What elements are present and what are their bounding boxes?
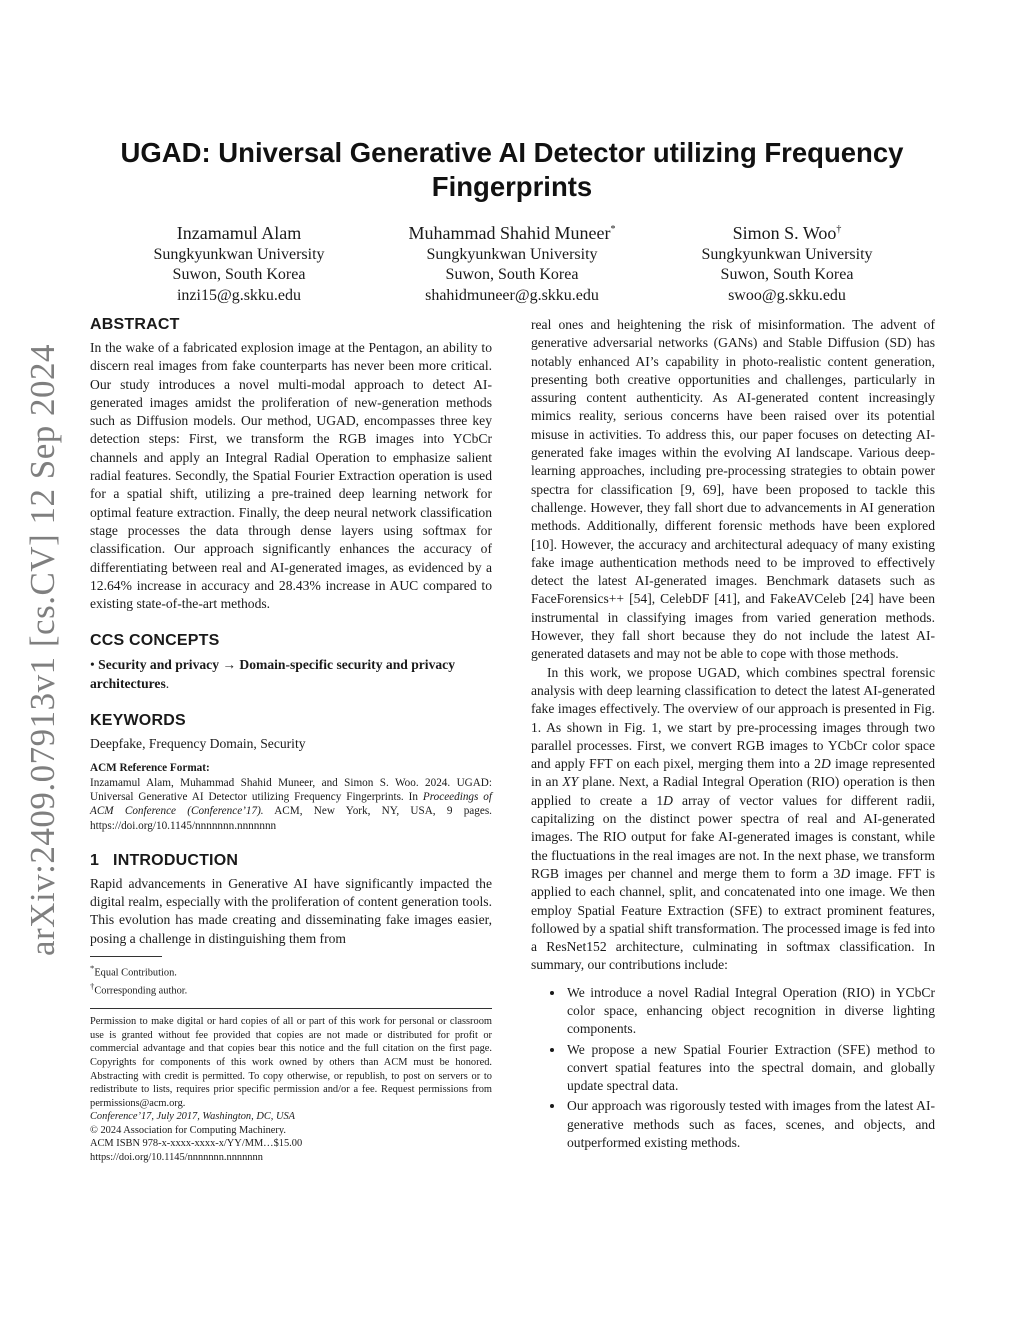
intro-paragraph: Rapid advancements in Generative AI have significantly impacted the digital realm, especially with the proliferation of content generation tools. This evolution has made creating and disseminating fake images easier, posing a challenge in distinguishing them from [90, 875, 492, 946]
paper-title: UGAD: Universal Generative AI Detector utilizing Frequency Fingerprints [120, 137, 904, 202]
author-affiliation: Sungkyunkwan University [701, 246, 873, 263]
author-block [139, 219, 339, 306]
permission-rule [90, 1008, 492, 1009]
permission-text: Permission to make digital or hard copies of all or part of this work for personal or classroom use is granted without fee provided that copies are not made or distributed for profit or commercial advantage and that copies bear this notice and the full citation on the first page. Copyrights for components of this work owned by others than ACM must be honored. Abstracting with credit is permitted. To copy otherwise, or republish, to post on servers or to redistribute to lists, requires prior specific permission and/or a fee. Request permissions from permissions@acm.org. [90, 1016, 492, 1109]
author-name: Simon S. Woo† [732, 223, 842, 243]
author-block [687, 219, 887, 306]
footnote-rule [90, 956, 162, 957]
introduction-heading: 1 INTRODUCTION [90, 851, 239, 869]
author-name: Inzamamul Alam [176, 223, 302, 243]
conference-line: Conference’17, July 2017, Washington, DC, USA [90, 1111, 295, 1123]
author-block [377, 219, 647, 306]
footnote: †Corresponding author. [90, 981, 188, 997]
right-column [531, 316, 935, 1154]
arxiv-watermark [18, 343, 68, 957]
ccs-heading: CCS CONCEPTS [90, 632, 220, 650]
footnote: *Equal Contribution. [90, 963, 177, 979]
author-location: Suwon, South Korea [720, 266, 854, 284]
left-column [90, 315, 492, 1165]
ccs-text: • Security and privacy → Domain-specific security and privacy architectures. [90, 657, 456, 691]
reference-format-text: Inzamamul Alam, Muhammad Shahid Muneer, and Simon S. Woo. 2024. UGAD: Universal Generative AI Detector utilizing Frequency Fingerprints. In Proceedings of ACM Conference (Conference’17). ACM, New York, NY, USA, 9 pages. https://doi.org/10.1145/nnnnnnn.nnnnnnn [90, 776, 492, 832]
author-name: Muhammad Shahid Muneer* [408, 223, 616, 243]
author-email: swoo@g.skku.edu [728, 286, 846, 304]
author-email: inzi15@g.skku.edu [176, 286, 302, 304]
list-item: • Our approach was rigorously tested with images from the latest AI-generative methods such as faces, scenes, and objects, and outperformed existing methods. [565, 1097, 935, 1152]
author-location: Suwon, South Korea [172, 266, 306, 284]
author-location: Suwon, South Korea [445, 266, 579, 284]
intro-paragraph: In this work, we propose UGAD, which combines spectral forensic analysis with deep learning classification to detect the latest AI-generated fake images effectively. The overview of our approach is presented in Fig. 1. As shown in Fig. 1, we start by pre-processing images through two parallel processes. First, we convert RGB images to YCbCr color space and apply FFT on each pixel, merging them into a 2D image represented in an XY plane. Next, a Radial Integral Operation (RIO) operation is then applied to create a 1D array of vector values for different radii, capitalizing on the distinct power spectra of real and AI-generated images. The RIO output for fake AI-generated images is constant, while the fluctuations in the real images are not. In the next phase, we transform RGB images per channel and merge them to form a 3D image. FFT is applied to each channel, split, and concatenated into one image. We then employ Spatial Feature Extraction (SFE) to extract prominent features, followed by a spatial shift transformation. The processed image is fed into a ResNet152 architecture, culminating in softmax classification. In summary, our contributions include: [531, 664, 936, 973]
abstract-text: In the wake of a fabricated explosion image at the Pentagon, an ability to discern real images from fake counterparts has never been more critical. Our study introduces a novel multi-modal approach to detect AI-generated images amidst the proliferation of new-generation methods such as Diffusion models. Our method, UGAD, encompasses three key detection steps: First, we transform the RGB images into YCbCr channels and apply an Integral Radial Operation to emphasize salient radial features. Secondly, the Spatial Fourier Extraction operation is used for a spatial shift, utilizing a pre-trained deep learning network for optimal feature extraction. Finally, the deep neural network classification stage processes the data through dense layers using softmax for classification. Our approach significantly enhances the accuracy of differentiating between real and AI-generated images, as evidenced by a 12.64% increase in accuracy and 28.43% increase in AUC compared to existing state-of-the-art methods. [90, 340, 492, 612]
contributions-list [531, 984, 935, 1153]
reference-format-heading: ACM Reference Format: [90, 762, 210, 775]
author-affiliation: Sungkyunkwan University [426, 246, 598, 263]
list-item: • We introduce a novel Radial Integral Operation (RIO) in YCbCr color space, enhancing object recognition in diverse lighting components. [565, 984, 935, 1039]
keywords-text: Deepfake, Frequency Domain, Security [90, 736, 306, 752]
keywords-heading: KEYWORDS [90, 712, 186, 730]
abstract-heading: ABSTRACT [90, 316, 180, 333]
list-item: • We propose a new Spatial Fourier Extraction (SFE) method to convert spatial features into the spectral domain, and globally update spectral data. [565, 1041, 935, 1096]
intro-paragraph-continued: real ones and heightening the risk of misinformation. The advent of generative adversarial networks (GANs) and Stable Diffusion (SD) has notably enhanced AI’s capability in photo-realistic content generation, presenting both creative opportunities and challenges, particularly in assuring content authenticity. As AI-generated content increasingly mimics reality, serious concerns have been raised over its potential misuse in activities. To address this, our paper focuses on detecting AI-generated fake images within the evolving AI landscape. Various deep-learning approaches, including pre-processing strategies to obtain power spectra for classification [9, 69], have been proposed to tackle this challenge. However, they fall short due to advancements in AI generation methods. Additionally, different forensic methods have been explored [10]. However, the accuracy and architectural adequacy of many existing fake image authentication methods need to be improved to effectively detect the latest AI-generated images. Benchmark datasets such as FaceForensics++ [54], CelebDF [41], and FakeAVCeleb [24] have been instrumental in classifying images from varied generation methods. However, they fall short because they do not include the latest AI-generated datasets and may not be able to cope with those methods. [531, 317, 935, 662]
author-email: shahidmuneer@g.skku.edu [425, 286, 599, 304]
author-affiliation: Sungkyunkwan University [153, 246, 325, 263]
copyright-line: © 2024 Association for Computing Machinery. [90, 1124, 286, 1136]
isbn-line: ACM ISBN 978-x-xxxx-xxxx-x/YY/MM…$15.00 [90, 1138, 303, 1150]
doi-line: https://doi.org/10.1145/nnnnnnn.nnnnnnn [90, 1152, 263, 1164]
arxiv-id: arXiv:2409.07913v1 [cs.CV] 12 Sep 2024 [23, 343, 63, 957]
